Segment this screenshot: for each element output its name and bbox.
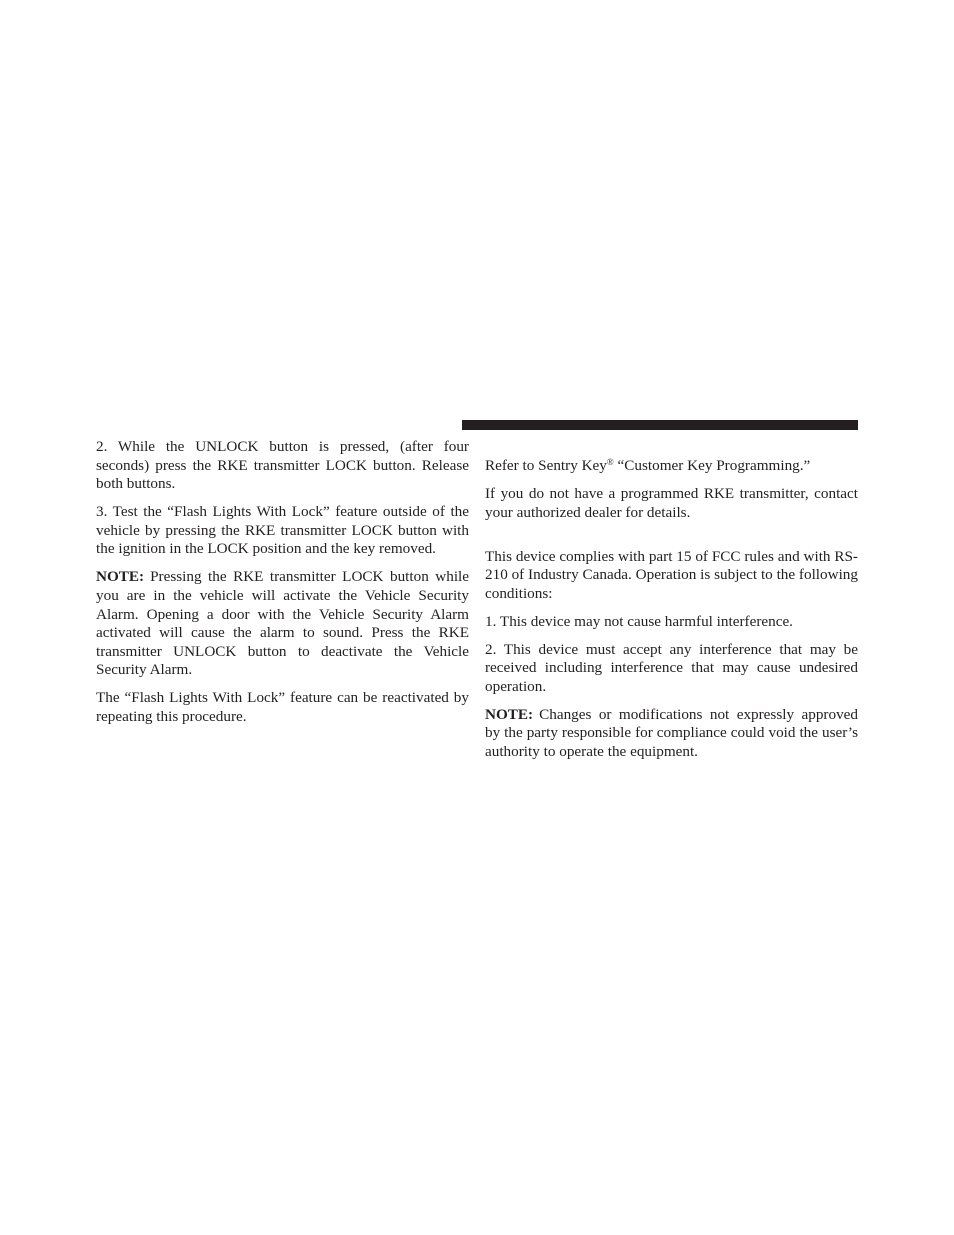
right-column xyxy=(485,457,858,771)
fcc-note-paragraph xyxy=(485,706,858,762)
note-label: NOTE: xyxy=(96,568,145,586)
section-gap xyxy=(485,532,858,548)
reactivate-paragraph: The “Flash Lights With Lock” feature can be reactivated by repeating this procedure. xyxy=(96,689,469,725)
registered-mark: ® xyxy=(606,457,614,467)
condition-2-paragraph: 2. This device must accept any interference that may be received including interference that may cause undesired operation. xyxy=(485,640,858,695)
refer-suffix: “Customer Key Programming.” xyxy=(613,457,811,474)
refer-paragraph xyxy=(485,457,858,476)
refer-prefix: Refer to Sentry Key xyxy=(485,457,607,474)
note-paragraph xyxy=(96,568,469,680)
left-column xyxy=(96,438,469,736)
step-2-paragraph: 2. While the UNLOCK button is pressed, (after four seconds) press the RKE transmitter LOCK button. Release both buttons. xyxy=(96,438,469,493)
section-header-rule xyxy=(462,420,858,430)
note-text: Changes or modifications not expressly approved by the party responsible for compliance could void the user’s authority to operate the equipment. xyxy=(485,705,858,761)
step-3-paragraph: 3. Test the “Flash Lights With Lock” feature outside of the vehicle by pressing the RKE transmitter LOCK button with the ignition in the LOCK position and the key removed. xyxy=(96,503,469,558)
condition-1-paragraph: 1. This device may not cause harmful interference. xyxy=(485,612,793,630)
note-text: Pressing the RKE transmitter LOCK button while you are in the vehicle will activate the Vehicle Security Alarm. Opening a door with the Vehicle Security Alarm activated will cause the alarm to sound. Press the RKE transmitter UNLOCK button to deactivate the Vehicle Security Alarm. xyxy=(96,568,469,679)
note-label: NOTE: xyxy=(485,705,534,723)
no-transmitter-paragraph: If you do not have a programmed RKE transmitter, contact your authorized dealer for details. xyxy=(485,484,858,521)
fcc-intro-paragraph: This device complies with part 15 of FCC rules and with RS-210 of Industry Canada. Operation is subject to the following conditions: xyxy=(485,547,858,602)
